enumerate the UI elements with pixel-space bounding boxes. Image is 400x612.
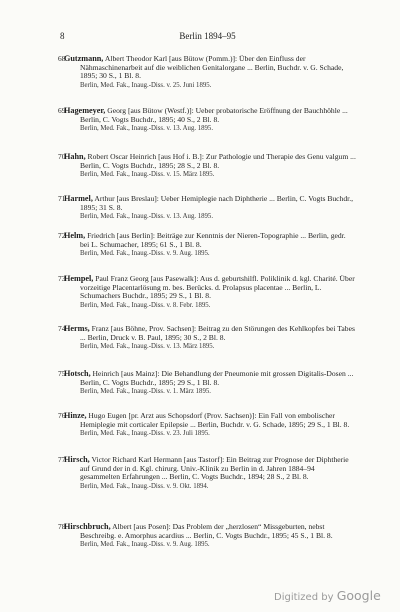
entry-text: Georg [aus Bütow (Westf.)]: Ueber probatorische Eröffnung der Bauchhöhle ... Berlin, C. Vogts Buchdr., 1895; 40 S., 2 Bl. 8. (80, 106, 348, 124)
entry-number: 71 (58, 194, 66, 203)
dissertation-note: Berlin, Med. Fak., Inaug.-Diss. v. 25. Juni 1895. (80, 81, 212, 89)
author-surname: Hempel, (64, 274, 94, 283)
bibliography-entry (58, 194, 356, 222)
dissertation-note: Berlin, Med. Fak., Inaug.-Diss. v. 1. März 1895. (80, 387, 211, 395)
watermark-prefix: Digitized by (274, 592, 334, 603)
bibliography-entry (58, 54, 356, 90)
dissertation-note: Berlin, Med. Fak., Inaug.-Diss. v. 8. Febr. 1895. (80, 301, 211, 309)
dissertation-note: Berlin, Med. Fak., Inaug.-Diss. v. 9. Aug. 1895. (80, 540, 210, 548)
dissertation-note: Berlin, Med. Fak., Inaug.-Diss. v. 13. Aug. 1895. (80, 212, 214, 220)
bibliography-entry (58, 522, 356, 550)
entry-text: Arthur [aus Breslau]: Ueber Hemiplegie nach Diphtherie ... Berlin, C. Vogts Buchdr., 1895; 31 S. 8. (80, 194, 354, 212)
dissertation-note: Berlin, Med. Fak., Inaug.-Diss. v. 13. März 1895. (80, 342, 215, 350)
entry-text: Franz [aus Böhne, Prov. Sachsen]: Beitrag zu den Störungen des Kehlkopfes bei Tabes ... Berlin, Druck v. B. Paul, 1895; 30 S., 2 Bl. 8. (80, 324, 355, 342)
bibliography-entry (58, 152, 356, 180)
entry-number: 70 (58, 152, 66, 161)
entry-body (64, 195, 356, 212)
entry-text: Albert [aus Posen]: Das Problem der „herzlosen“ Missgeburten, nebst Beschreibg. e. Amorphus acardius ... Berlin, C. Vogts Buchdr., 1895; 45 S., 1 Bl. 8. (80, 522, 333, 540)
entry-text: Victor Richard Karl Hermann [aus Tastorf]: Ein Beitrag zur Prognose der Diphtherie auf Grund der in d. Kgl. chirurg. Univ.-Klinik zu Berlin in d. Jahren 1884–94 gesammelten Erfahrungen ... Berlin, C. Vogts Buchdr., 1894; 28 S., 2 Bl. 8. (80, 455, 349, 482)
bibliography-entry (58, 324, 356, 352)
entry-body (64, 153, 356, 170)
entry-number: 72 (58, 231, 66, 240)
entry-body (64, 412, 356, 429)
entry-number: 68 (58, 54, 66, 63)
entry-number: 78 (58, 522, 66, 531)
entry-body (64, 523, 356, 540)
entry-number: 73 (58, 274, 66, 283)
bibliography-entry (58, 106, 356, 134)
entry-body (64, 275, 356, 301)
entry-text: Robert Oscar Heinrich [aus Hof i. B.]: Zur Pathologie und Therapie des Genu valgum ... Berlin, C. Vogts Buchdr., 1895; 28 S., 2 Bl. 8. (80, 152, 356, 170)
dissertation-note: Berlin, Med. Fak., Inaug.-Diss. v. 9. Aug. 1895. (80, 249, 210, 257)
author-surname: Herms, (64, 324, 90, 333)
page-number: 8 (60, 31, 65, 41)
bibliography-entry (58, 455, 356, 491)
entry-number: 69 (58, 106, 66, 115)
digitization-watermark (274, 588, 381, 603)
dissertation-note: Berlin, Med. Fak., Inaug.-Diss. v. 15. März 1895. (80, 170, 215, 178)
dissertation-note: Berlin, Med. Fak., Inaug.-Diss. v. 9. Okt. 1894. (80, 482, 209, 490)
author-surname: Hinze, (64, 411, 87, 420)
entry-number: 74 (58, 324, 66, 333)
dissertation-note: Berlin, Med. Fak., Inaug.-Diss. v. 23. Juli 1895. (80, 429, 210, 437)
entry-body (64, 107, 356, 124)
entry-text: Friedrich [aus Berlin]: Beiträge zur Kenntnis der Nieren-Topographie ... Berlin, gedr. bei L. Schumacher, 1895; 61 S., 1 Bl. 8. (80, 231, 346, 249)
running-title: Berlin 1894–95 (179, 31, 236, 41)
entry-text: Heinrich [aus Mainz]: Die Behandlung der Pneumonie mit grossen Digitalis-Dosen ... Berlin, C. Vogts Buchdr., 1895; 29 S., 1 Bl. 8. (80, 369, 354, 387)
author-surname: Hirsch, (64, 455, 90, 464)
bibliography-entry (58, 231, 356, 259)
running-header (60, 31, 355, 43)
author-surname: Harmel, (64, 194, 93, 203)
entry-body (64, 370, 356, 387)
bibliography-entry (58, 369, 356, 397)
entry-number: 76 (58, 411, 66, 420)
entry-number: 75 (58, 369, 66, 378)
author-surname: Hagemeyer, (64, 106, 106, 115)
entry-body (64, 325, 356, 342)
author-surname: Hirschbruch, (64, 522, 111, 531)
author-surname: Hahn, (64, 152, 86, 161)
entry-number: 77 (58, 455, 66, 464)
entry-body (64, 232, 356, 249)
bibliography-entry (58, 411, 356, 439)
entry-body (64, 456, 356, 482)
entry-text: Hugo Eugen [pr. Arzt aus Schopsdorf (Prov. Sachsen)]: Ein Fall von embolischer Hemiplegie mit corticaler Epilepsie ... Berlin, Buchdr. v. G. Schade, 1895; 29 S., 1 Bl. 8. (80, 411, 350, 429)
watermark-brand: Google (336, 588, 381, 603)
dissertation-note: Berlin, Med. Fak., Inaug.-Diss. v. 13. Aug. 1895. (80, 124, 214, 132)
bibliography-entry (58, 274, 356, 310)
entry-text: Paul Franz Georg [aus Pasewalk]: Aus d. geburtshilfl. Poliklinik d. kgl. Charité. Über vorzeitige Placentarlösung m. bes. Berücks. d. Prolapsus placentae ... Berlin, L. Schumachers Buchdr., 1895; 29 S., 1 Bl. 8. (80, 274, 355, 301)
author-surname: Helm, (64, 231, 86, 240)
entry-text: Albert Theodor Karl [aus Bütow (Pomm.)]: Über den Einfluss der Nähmaschinenarbeit auf die weiblichen Genitalorgane ... Berlin, Buchdr. v. G. Schade, 1895; 30 S., 1 Bl. 8. (80, 54, 344, 81)
entry-body (64, 55, 356, 81)
author-surname: Gutzmann, (64, 54, 104, 63)
author-surname: Hotsch, (64, 369, 91, 378)
